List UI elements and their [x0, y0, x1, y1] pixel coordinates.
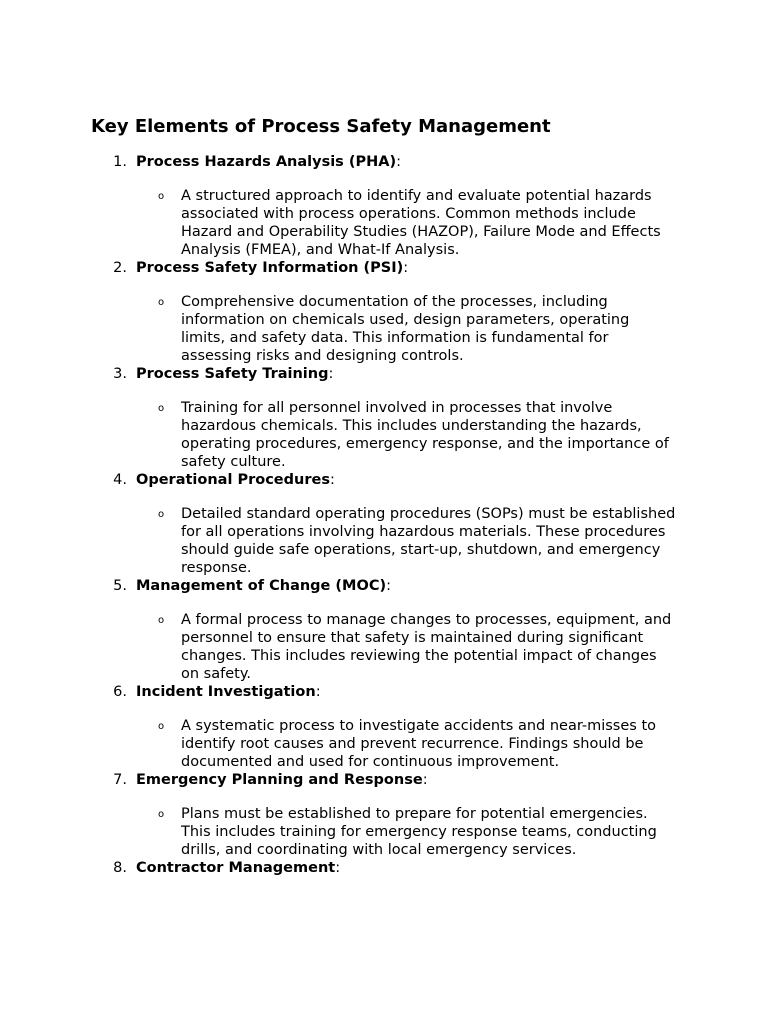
section-item	[0, 771, 768, 859]
section-heading	[136, 365, 333, 383]
section-item	[0, 683, 768, 771]
bullet-icon: o	[158, 297, 165, 308]
section-number: 7.	[113, 772, 127, 788]
bullet-icon: o	[158, 403, 165, 414]
section-title: Contractor Management	[136, 860, 336, 876]
section-body	[0, 187, 676, 259]
section-title: Incident Investigation	[136, 684, 316, 700]
section-header	[0, 365, 768, 383]
section-heading	[136, 577, 391, 595]
section-title-colon: :	[315, 684, 321, 700]
section-body	[0, 805, 676, 859]
bullet-icon: o	[158, 615, 165, 626]
section-list	[0, 153, 768, 877]
section-description: Plans must be established to prepare for potential emergencies. This includes training for emergency response teams, conducting drills, and coordinating with local emergency services.	[181, 806, 657, 858]
section-header	[0, 859, 768, 877]
section-description: Comprehensive documentation of the processes, including information on chemicals used, design parameters, operating limits, and safety data. This information is fundamental for assessing risks and designing controls.	[181, 294, 630, 364]
section-body	[0, 399, 676, 471]
section-title-colon: :	[396, 154, 401, 170]
section-title-colon: :	[335, 860, 341, 876]
section-title-colon: :	[328, 366, 334, 382]
section-number: 3.	[113, 366, 127, 382]
section-title: Process Hazards Analysis (PHA)	[136, 154, 397, 170]
section-title: Process Safety Training	[136, 366, 329, 382]
section-body	[0, 611, 676, 683]
section-number: 6.	[113, 684, 127, 700]
section-header	[0, 259, 768, 277]
section-number: 5.	[113, 578, 127, 594]
section-title-colon: :	[386, 578, 391, 594]
section-body	[0, 293, 676, 365]
document-title: Key Elements of Process Safety Management	[91, 116, 551, 137]
section-item	[0, 471, 768, 577]
section-title-colon: :	[422, 772, 428, 788]
section-item	[0, 365, 768, 471]
section-title: Process Safety Information (PSI)	[136, 260, 404, 276]
section-number: 1.	[113, 154, 127, 170]
section-number: 2.	[113, 260, 127, 276]
section-title: Emergency Planning and Response	[136, 772, 423, 788]
section-heading	[136, 683, 321, 701]
section-heading	[136, 771, 428, 789]
section-body	[0, 505, 676, 577]
section-item	[0, 153, 768, 259]
section-description: A systematic process to investigate accidents and near-misses to identify root causes and prevent recurrence. Findings should be documented and used for continuous improvement.	[181, 718, 656, 770]
section-heading	[136, 859, 340, 877]
section-description: A formal process to manage changes to processes, equipment, and personnel to ensure that safety is maintained during significant changes. This includes reviewing the potential impact of changes on safety.	[181, 612, 672, 682]
section-header	[0, 683, 768, 701]
section-number: 8.	[113, 860, 127, 876]
section-item	[0, 577, 768, 683]
section-header	[0, 471, 768, 489]
section-header	[0, 771, 768, 789]
section-number: 4.	[113, 472, 127, 488]
bullet-icon: o	[158, 721, 165, 732]
section-heading	[136, 153, 401, 171]
section-description: Training for all personnel involved in processes that involve hazardous chemicals. This includes understanding the hazards, operating procedures, emergency response, and the importance of safety culture.	[181, 400, 669, 470]
section-header	[0, 153, 768, 171]
section-header	[0, 577, 768, 595]
section-title: Management of Change (MOC)	[136, 578, 387, 594]
section-description: A structured approach to identify and evaluate potential hazards associated with process operations. Common methods include Hazard and Operability Studies (HAZOP), Failure Mode and Effects Analysis (FMEA), and What-If Analysis.	[181, 188, 661, 258]
section-item	[0, 859, 768, 877]
section-title-colon: :	[403, 260, 409, 276]
section-title: Operational Procedures	[136, 472, 330, 488]
section-body	[0, 717, 676, 771]
bullet-icon: o	[158, 809, 165, 820]
bullet-icon: o	[158, 191, 165, 202]
section-description: Detailed standard operating procedures (SOPs) must be established for all operations involving hazardous materials. These procedures should guide safe operations, start-up, shutdown, and emergency response.	[181, 506, 676, 576]
section-item	[0, 259, 768, 365]
section-title-colon: :	[329, 472, 335, 488]
bullet-icon: o	[158, 509, 165, 520]
section-heading	[136, 471, 335, 489]
section-heading	[136, 259, 408, 277]
